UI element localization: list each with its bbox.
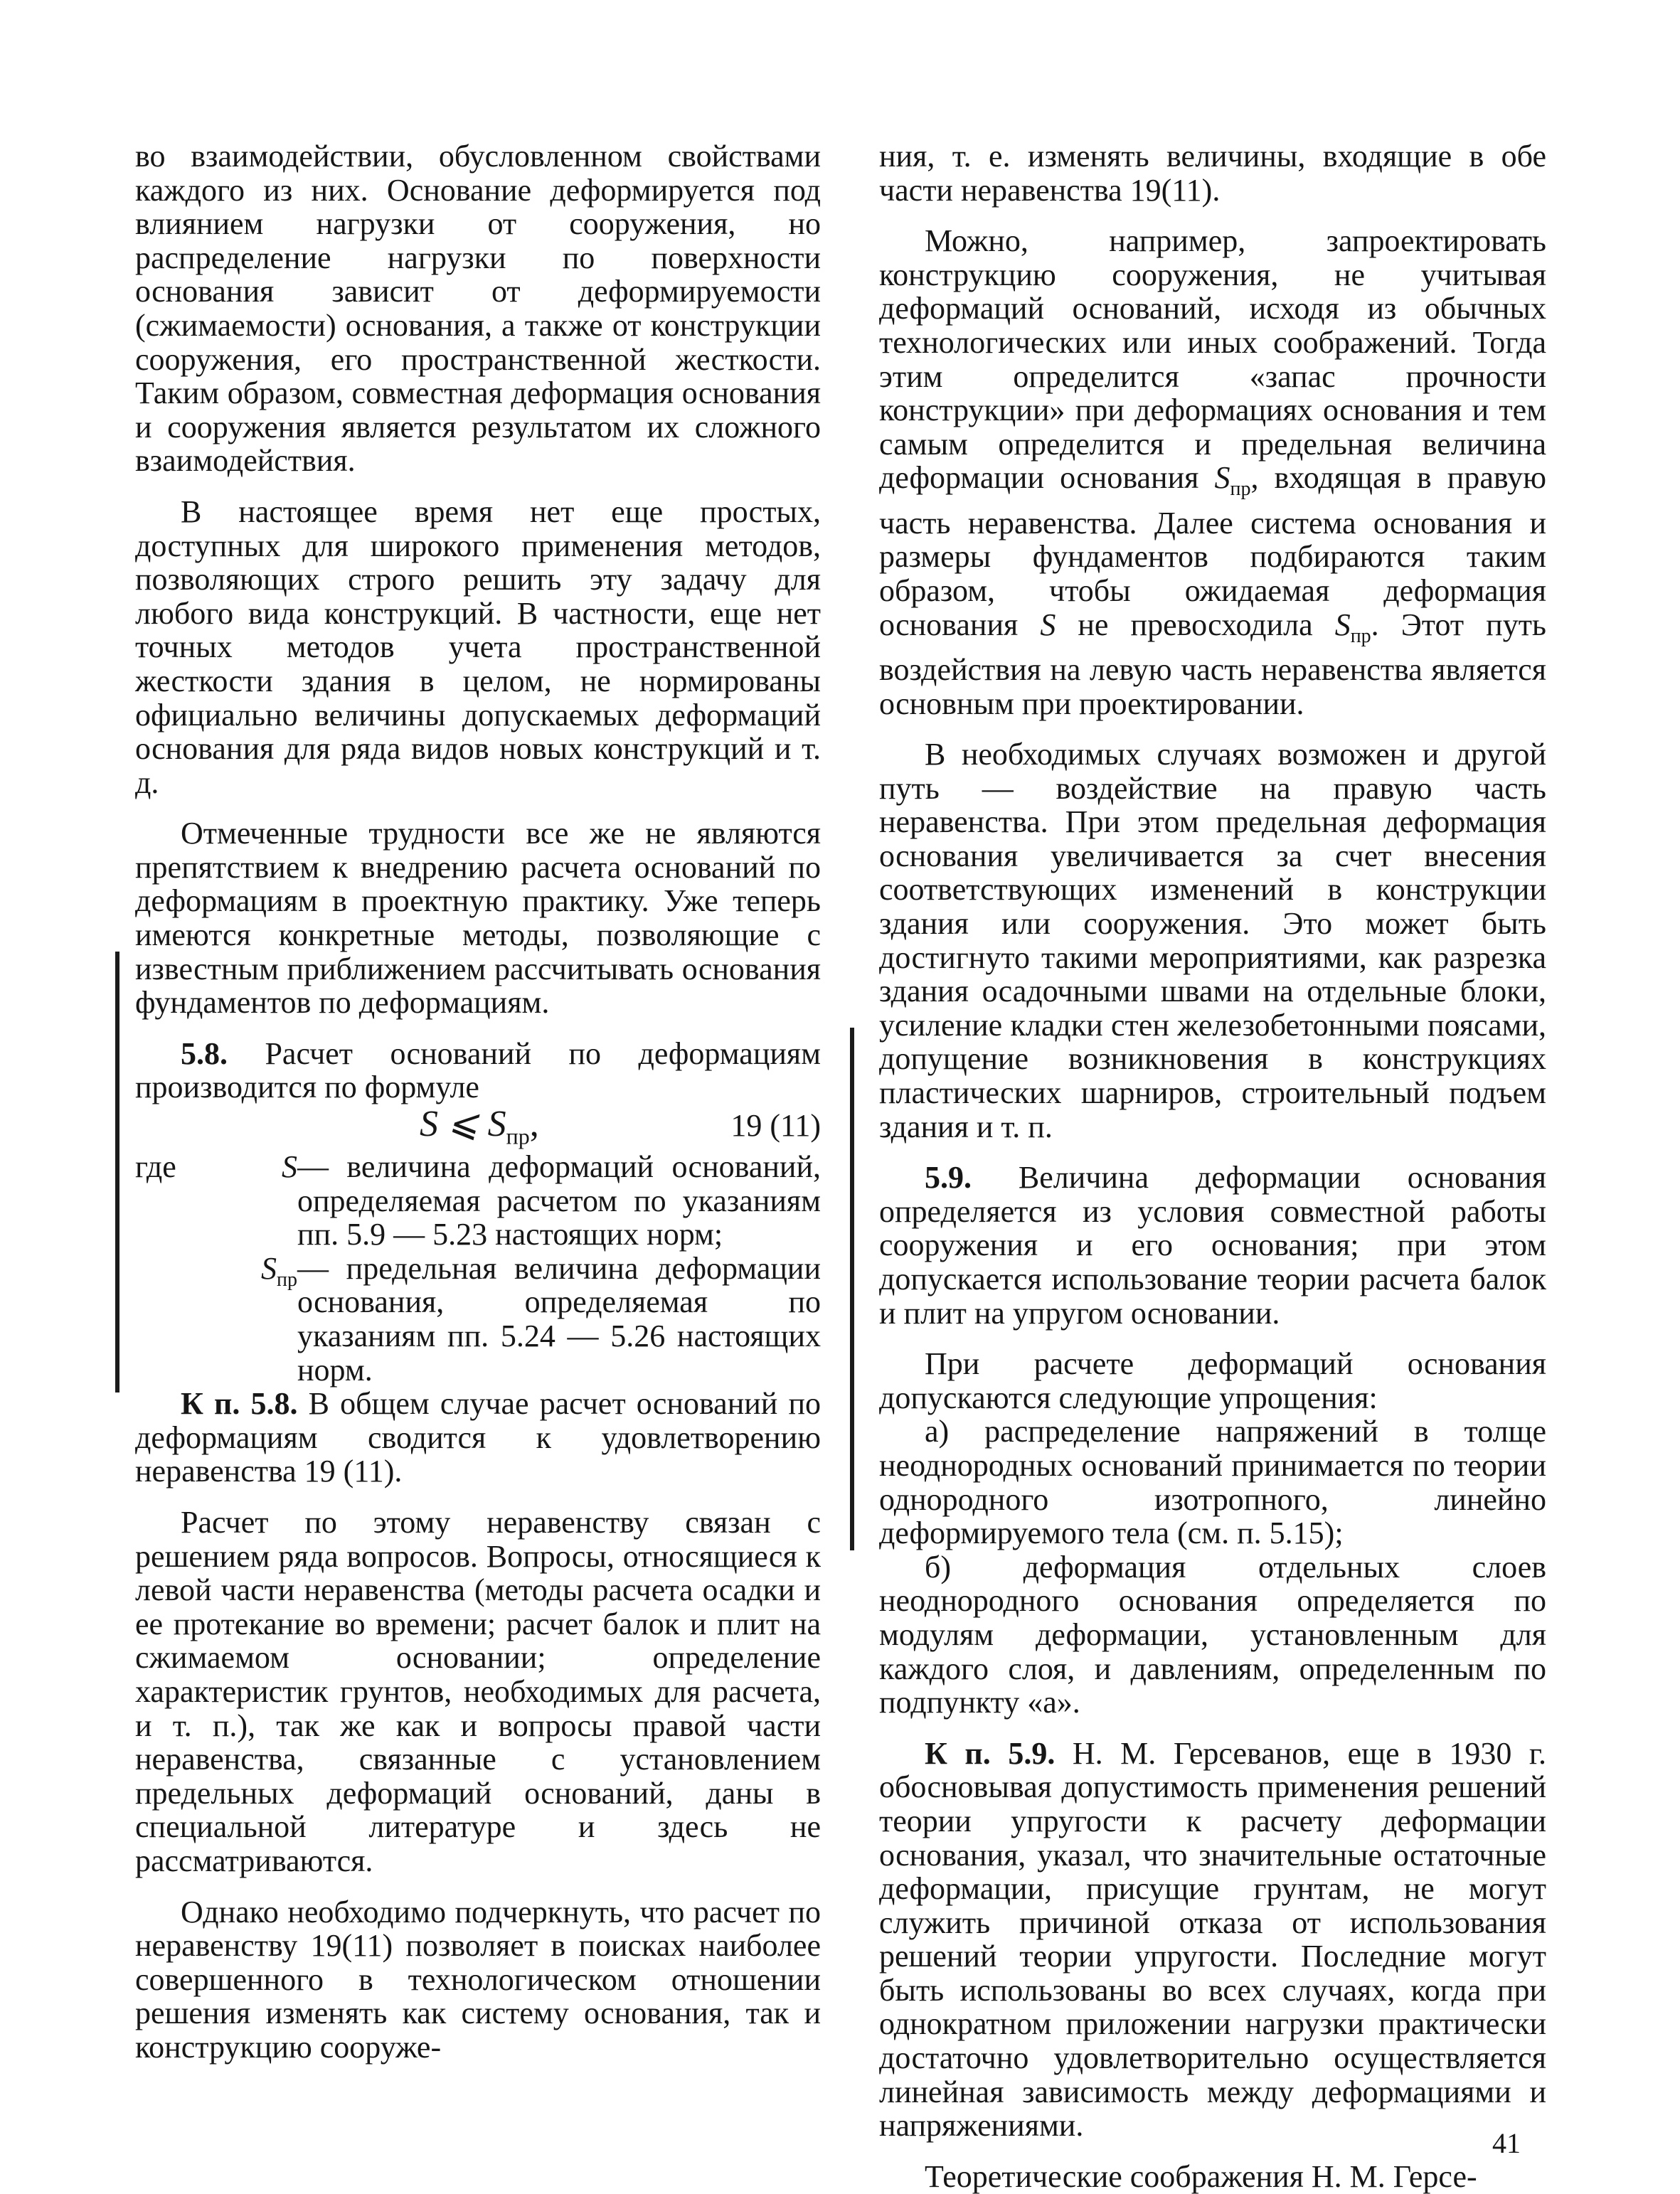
definition-symbol-s: S [282,1149,297,1185]
center-margin-bar [850,1028,854,1550]
left-paragraph-1: во взаимодействии, обусловленном свойствами каждого из них. Основание деформируется под влиянием нагрузки от сооружения, но распределение нагрузки по поверхности основания зависит от деформируемости (сжимаемости) основания, а также от конструкции сооружения, его пространственной жесткости. Таким образом, совместная деформация основания и сооружения является результатом их сложного взаимодействия. [135,139,821,479]
right-paragraph-3: В необходимых случаях возможен и другой путь — воздействие на правую часть неравенства. При этом предельная деформация основания увеличивается за счет внесения соответствующих изменений в конструкции здания или сооружения. Это может быть достигнуто такими мероприятиями, как разрезка здания осадочными швами на отдельные блоки, усиление кладки стен железобетонными поясами, допущение возникновения в конструкциях пластических шарниров, строительный подъем здания и т. п. [879,737,1546,1144]
right-paragraph-last: Теоретические соображения Н. М. Герсе- [925,2158,1477,2194]
symbol-s: S [1040,607,1056,642]
comment-5-9-text: Н. М. Герсеванов, еще в 1930 г. обосновывая допустимость применения решений теории упругости к расчету деформации основания, указал, что значительные остаточные деформации, присущие грунтам, не могут служить причиной отказа от использования решений теории упругости. Последние могут быть использованы во всех случаях, когда при однократном приложении нагрузки практически достаточно удовлетворительно осуществляется линейная зависимость между деформациями и напряжениями. [879,1735,1546,2144]
clause-5-9 [879,1161,1546,1330]
definition-symbol-s-pr: $S_{пр}$ [261,1250,297,1291]
clause-5-8-text: Расчет оснований по деформациям производится по формуле [135,1035,821,1105]
clause-5-8-label: 5.8. [181,1035,228,1071]
left-paragraph-4: Расчет по этому неравенству связан с решением ряда вопросов. Вопросы, относящиеся к левой части неравенства (методы расчета осадки и ее протекание во времени; расчет балок и плит на сжимаемом основании; определение характеристик грунтов, необходимых для расчета, и т. п.), так же как и вопросы правой части неравенства, связанные с установлением предельных деформаций оснований, даны в специальной литературе и здесь не рассматриваются. [135,1504,821,1878]
clause-5-8 [135,1037,821,1104]
left-paragraph-3: Отмеченные трудности все же не являются препятствием к внедрению расчета оснований по деформациям в проектную практику. Уже теперь имеются конкретные методы, позволяющие с известным приближением рассчитывать основания фундаментов по деформациям. [135,816,821,1021]
left-column [135,139,821,2064]
symbol-s-pr: $S_{пр}$ [1214,460,1251,501]
comment-5-8 [135,1387,821,1489]
definition-text-s-pr: — предельная величина деформации основания, определяемая по указаниям пп. 5.24 — 5.26 настоящих норм. [297,1250,821,1388]
clause-5-9-item-b: б) деформация отдельных слоев неоднородного основания определяется по модулям деформации, установленным для каждого слоя, и давлениям, определенным по подпункту «а». [879,1549,1546,1720]
symbol-s-pr-2: $S_{пр}$ [1334,607,1371,647]
equation-number: 19 (11) [730,1108,821,1144]
formula-19-11 [135,1104,821,1149]
formula-tail: , [529,1104,539,1145]
left-margin-bar [115,952,119,1392]
right-column [879,139,1546,2193]
page-number: 41 [1492,2127,1521,2159]
comment-5-8-text: В общем случае расчет оснований по деформациям сводится к удовлетворению неравенства 19 (11). [135,1386,822,1489]
definition-row-s [135,1150,821,1252]
comment-5-9-label: К п. 5.9. [925,1735,1056,1771]
right-paragraph-1: ния, т. е. изменять величины, входящие в обе части неравенства 19(11). [879,139,1546,208]
right-paragraph-2: Можно, например, запроектировать конструкцию сооружения, не учитывая деформаций оснований, исходя из обычных технологических или иных соображений. Тогда этим определится «запас прочности конструкции» при деформациях основания и тем самым определится и предельная величина деформации основания $S_{пр}$, входящая в правую часть неравенства. Далее система основания и размеры фундаментов подбираются таким образом, чтобы ожидаемая деформация основания S не превосходила $S_{пр}$. Этот путь воздействия на левую часть неравенства является основным при проектировании. [879,223,1547,721]
clause-5-9-label: 5.9. [925,1160,972,1195]
left-paragraph-2: В настоящее время нет еще простых, доступных для широкого применения методов, позволяющих строго решить эту задачу для любого вида конструкций. В частности, еще нет точных методов учета пространственной жесткости здания в целом, не нормированы официально величины допускаемых деформаций основания для ряда видов новых конструкций и т. д. [135,494,821,800]
comment-5-8-label: К п. 5.8. [181,1386,298,1422]
clause-5-9-item-a: а) распределение напряжений в толще неоднородных оснований принимается по теории однородного изотропного, линейно деформируемого тела (см. п. 5.15); [879,1414,1546,1551]
where-word: где [135,1149,176,1185]
left-paragraph-5: Однако необходимо подчеркнуть, что расчет по неравенству 19(11) позволяет в поисках наиболее совершенного в технологическом отношении решения изменять как систему основания, так и конструкцию сооруже- [135,1894,821,2065]
formula-left: S ⩽ S [420,1104,506,1145]
definition-text-s: — величина деформаций оснований, определяемая расчетом по указаниям пп. 5.9 — 5.23 настоящих норм; [297,1149,821,1252]
formula-subscript: пр [506,1123,530,1149]
comment-5-9 [879,1737,1546,2143]
symbol-definitions [135,1150,821,1387]
formula-expression [420,1104,539,1154]
clause-5-9-text: Величина деформации основания определяется из условия совместной работы сооружения и его основания; при этом допускается использование теории расчета балок и плит на упругом основании. [879,1160,1546,1331]
definition-row-s-pr [135,1252,821,1387]
clause-5-9-intro: При расчете деформаций основания допускаются следующие упрощения: [879,1346,1546,1415]
